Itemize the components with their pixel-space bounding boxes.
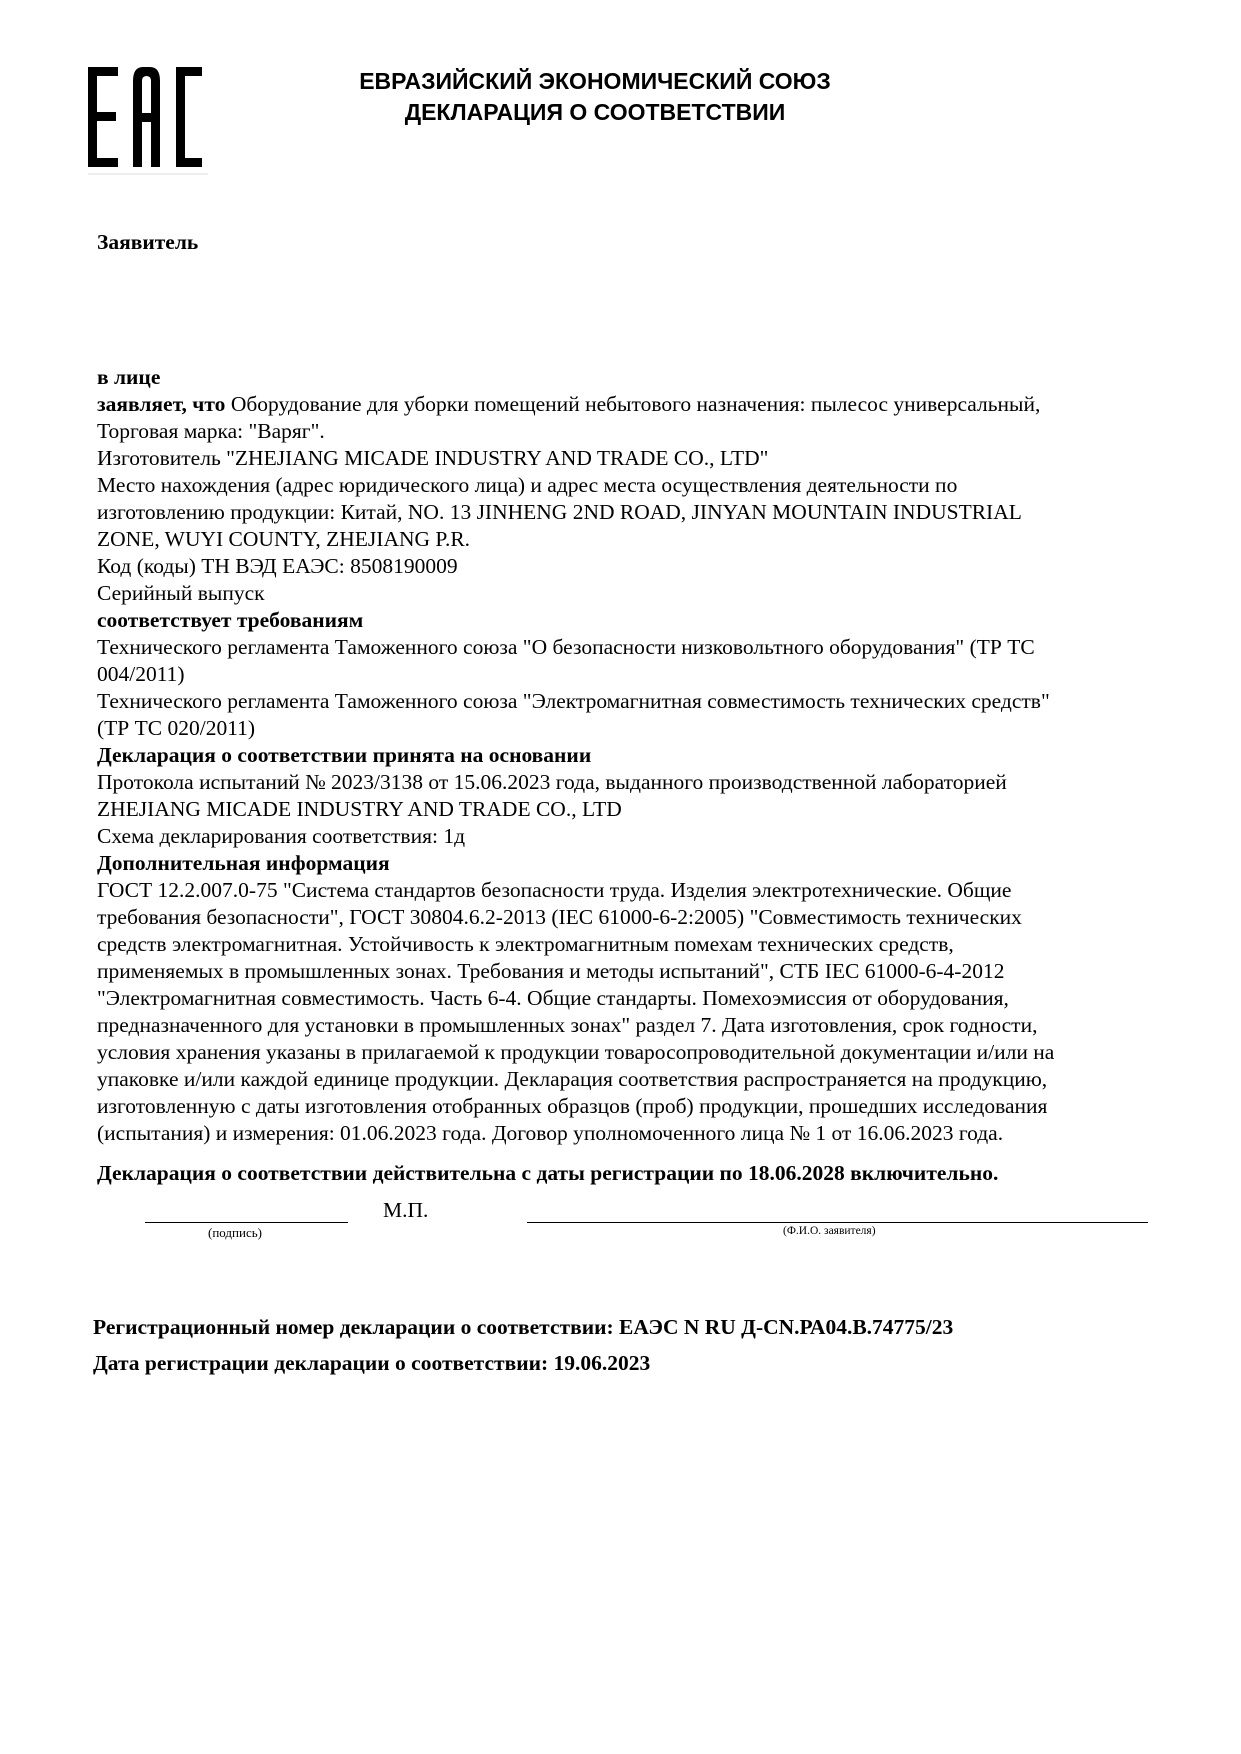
- tr-line-1: Технического регламента Таможенного союза "О безопасности низковольтного оборудования" (ТР ТС: [97, 635, 1035, 659]
- additional-info-line: применяемых в промышленных зонах. Требования и методы испытаний", СТБ IEC 61000-6-4-2012: [97, 959, 1005, 983]
- basis-line-1: Протокола испытаний № 2023/3138 от 15.06.2023 года, выданного производственной лабораторией: [97, 770, 1007, 794]
- manufacturer-line: Изготовитель "ZHEJIANG MICADE INDUSTRY AND TRADE CO., LTD": [97, 446, 769, 470]
- additional-info-line: предназначенного для установки в промышленных зонах" раздел 7. Дата изготовления, срок годности,: [97, 1013, 1038, 1037]
- declaration-scheme: Схема декларирования соответствия: 1д: [97, 824, 466, 848]
- basis-heading: Декларация о соответствии принята на основании: [97, 743, 592, 767]
- tr-line-2: 004/2011): [97, 662, 185, 686]
- signature-line: [145, 1222, 348, 1223]
- document-header: [280, 66, 910, 128]
- additional-info-line: условия хранения указаны в прилагаемой к продукции товаросопроводительной документации и/или на: [97, 1040, 1055, 1064]
- registration-number: Регистрационный номер декларации о соответствии: ЕАЭС N RU Д-CN.РА04.В.74775/23: [93, 1315, 954, 1339]
- additional-info-line: упаковке и/или каждой единице продукции. Декларация соответствия распространяется на продукцию,: [97, 1067, 1048, 1091]
- declares-line: [97, 391, 1040, 418]
- address-line-1: Место нахождения (адрес юридического лица) и адрес места осуществления деятельности по: [97, 473, 958, 497]
- applicant-label: Заявитель: [97, 230, 199, 254]
- additional-info-heading: Дополнительная информация: [97, 851, 390, 875]
- requirements-heading: соответствует требованиям: [97, 608, 364, 632]
- tr-line-4: (ТР ТС 020/2011): [97, 716, 256, 740]
- additional-info-line: требования безопасности", ГОСТ 30804.6.2-2013 (IEC 61000-6-2:2005) "Совместимость технических: [97, 905, 1022, 929]
- address-line-2: изготовлению продукции: Китай, NO. 13 JINHENG 2ND ROAD, JINYAN MOUNTAIN INDUSTRIAL: [97, 500, 1022, 524]
- additional-info-line: средств электромагнитная. Устойчивость к электромагнитным помехам технических средств,: [97, 932, 954, 956]
- registration-date: Дата регистрации декларации о соответствии: 19.06.2023: [93, 1351, 651, 1375]
- applicant-name-line: [527, 1222, 1148, 1223]
- additional-info-line: изготовленную с даты изготовления отобранных образцов (проб) продукции, прошедших исследования: [97, 1094, 1048, 1118]
- release-type: Серийный выпуск: [97, 581, 265, 605]
- address-line-3: ZONE, WUYI COUNTY, ZHEJIANG P.R.: [97, 527, 471, 551]
- eac-logo: [88, 67, 208, 177]
- header-declaration-title: ДЕКЛАРАЦИЯ О СООТВЕТСТВИИ: [404, 99, 786, 125]
- represented-by-label: в лице: [97, 365, 161, 389]
- product-description: Оборудование для уборки помещений небытового назначения: пылесос универсальный,: [230, 392, 1041, 416]
- declares-label: заявляет, что: [97, 392, 226, 416]
- tn-ved-code: Код (коды) ТН ВЭД ЕАЭС: 8508190009: [97, 554, 458, 578]
- additional-info-line: (испытания) и измерения: 01.06.2023 года. Договор уполномоченного лица № 1 от 16.06.2023 года.: [97, 1121, 1004, 1145]
- signature-caption: (подпись): [208, 1225, 262, 1240]
- header-union-title: ЕВРАЗИЙСКИЙ ЭКОНОМИЧЕСКИЙ СОЮЗ: [359, 68, 831, 94]
- eac-mark-icon: [88, 67, 208, 177]
- tr-line-3: Технического регламента Таможенного союза "Электромагнитная совместимость технических средств": [97, 689, 1050, 713]
- additional-info-line: ГОСТ 12.2.007.0-75 "Система стандартов безопасности труда. Изделия электротехнические. Общие: [97, 878, 1012, 902]
- applicant-name-caption: (Ф.И.О. заявителя): [783, 1225, 876, 1237]
- stamp-place-label: М.П.: [383, 1198, 429, 1222]
- basis-line-2: ZHEJIANG MICADE INDUSTRY AND TRADE CO., LTD: [97, 797, 622, 821]
- trademark-line: Торговая марка: "Варяг".: [97, 419, 325, 443]
- additional-info-line: "Электромагнитная совместимость. Часть 6-4. Общие стандарты. Помехоэмиссия от оборудования,: [97, 986, 1009, 1010]
- validity-statement: Декларация о соответствии действительна с даты регистрации по 18.06.2028 включительно.: [97, 1161, 999, 1185]
